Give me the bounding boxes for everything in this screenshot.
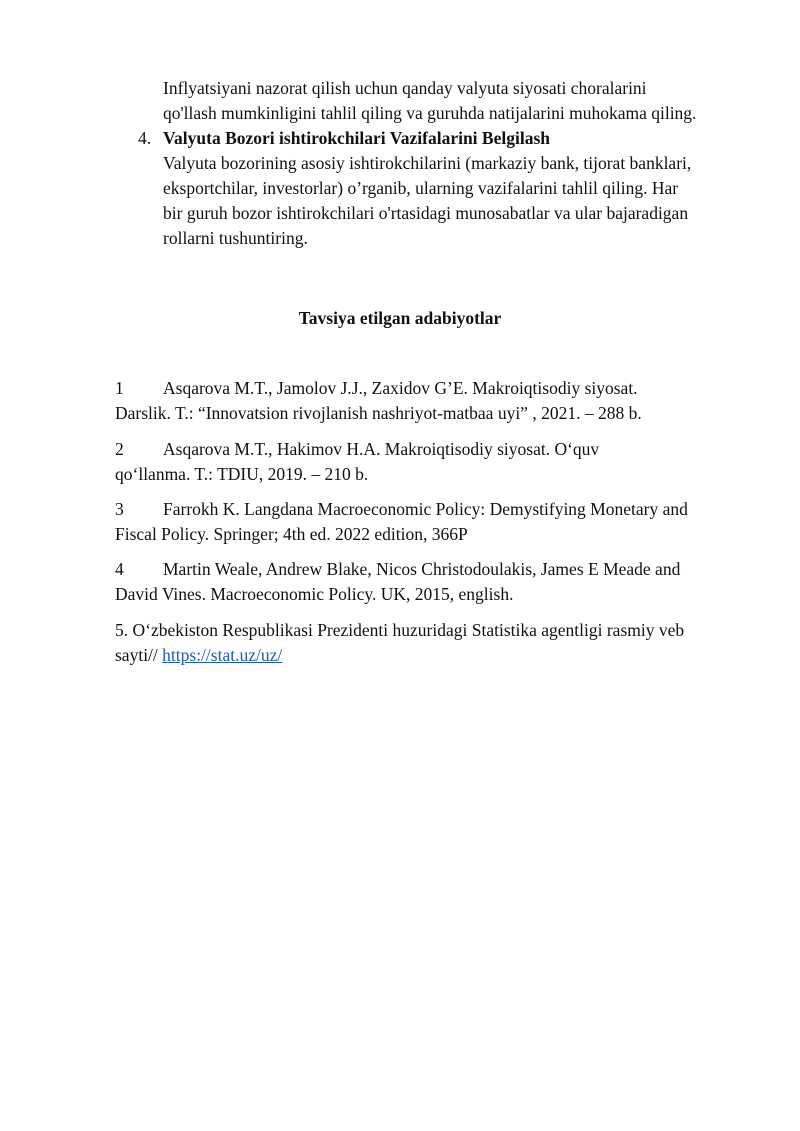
reference-4-line-1: Martin Weale, Andrew Blake, Nicos Christodoulakis, James E Meade and xyxy=(163,559,681,579)
item-4-line-3: bir guruh bozor ishtirokchilari o'rtasidagi munosabatlar va ular bajaradigan xyxy=(163,203,689,223)
reference-1-number: 1 xyxy=(115,378,124,398)
reference-3-line-2: Fiscal Policy. Springer; 4th ed. 2022 edition, 366P xyxy=(115,524,468,544)
reference-5-line-2 xyxy=(115,643,282,668)
item-4-title: Valyuta Bozori ishtirokchilari Vazifalarini Belgilash xyxy=(163,128,550,148)
reference-5-line-1: 5. O‘zbekiston Respublikasi Prezidenti huzuridagi Statistika agentligi rasmiy veb xyxy=(115,620,685,640)
intro-line-2: qo'llash mumkinligini tahlil qiling va guruhda natijalarini muhokama qiling. xyxy=(163,103,697,123)
reference-2-line-1: Asqarova M.T., Hakimov H.A. Makroiqtisodiy siyosat. O‘quv xyxy=(163,439,600,459)
item-4-line-2: eksportchilar, investorlar) o’rganib, ularning vazifalarini tahlil qiling. Har xyxy=(163,178,679,198)
reference-2-line-2: qo‘llanma. T.: TDIU, 2019. – 210 b. xyxy=(115,464,369,484)
reference-4-number: 4 xyxy=(115,559,124,579)
reference-2-number: 2 xyxy=(115,439,124,459)
item-4-number: 4. xyxy=(138,128,152,148)
reference-1-line-1: Asqarova M.T., Jamolov J.J., Zaxidov G’E. Makroiqtisodiy siyosat. xyxy=(163,378,638,398)
reference-3-number: 3 xyxy=(115,499,124,519)
reference-1-line-2: Darslik. T.: “Innovatsion rivojlanish nashriyot-matbaa uyi” , 2021. – 288 b. xyxy=(115,403,642,423)
reference-3-line-1: Farrokh K. Langdana Macroeconomic Policy: Demystifying Monetary and xyxy=(163,499,688,519)
references-heading: Tavsiya etilgan adabiyotlar xyxy=(298,308,502,328)
intro-line-1: Inflyatsiyani nazorat qilish uchun qanday valyuta siyosati choralarini xyxy=(163,78,647,98)
item-4-line-4: rollarni tushuntiring. xyxy=(163,228,308,248)
stat-uz-link[interactable]: https://stat.uz/uz/ xyxy=(162,645,283,665)
item-4-line-1: Valyuta bozorining asosiy ishtirokchilarini (markaziy bank, tijorat banklari, xyxy=(163,153,692,173)
reference-4-line-2: David Vines. Macroeconomic Policy. UK, 2015, english. xyxy=(115,584,514,604)
reference-5-prefix: sayti// xyxy=(115,645,163,665)
